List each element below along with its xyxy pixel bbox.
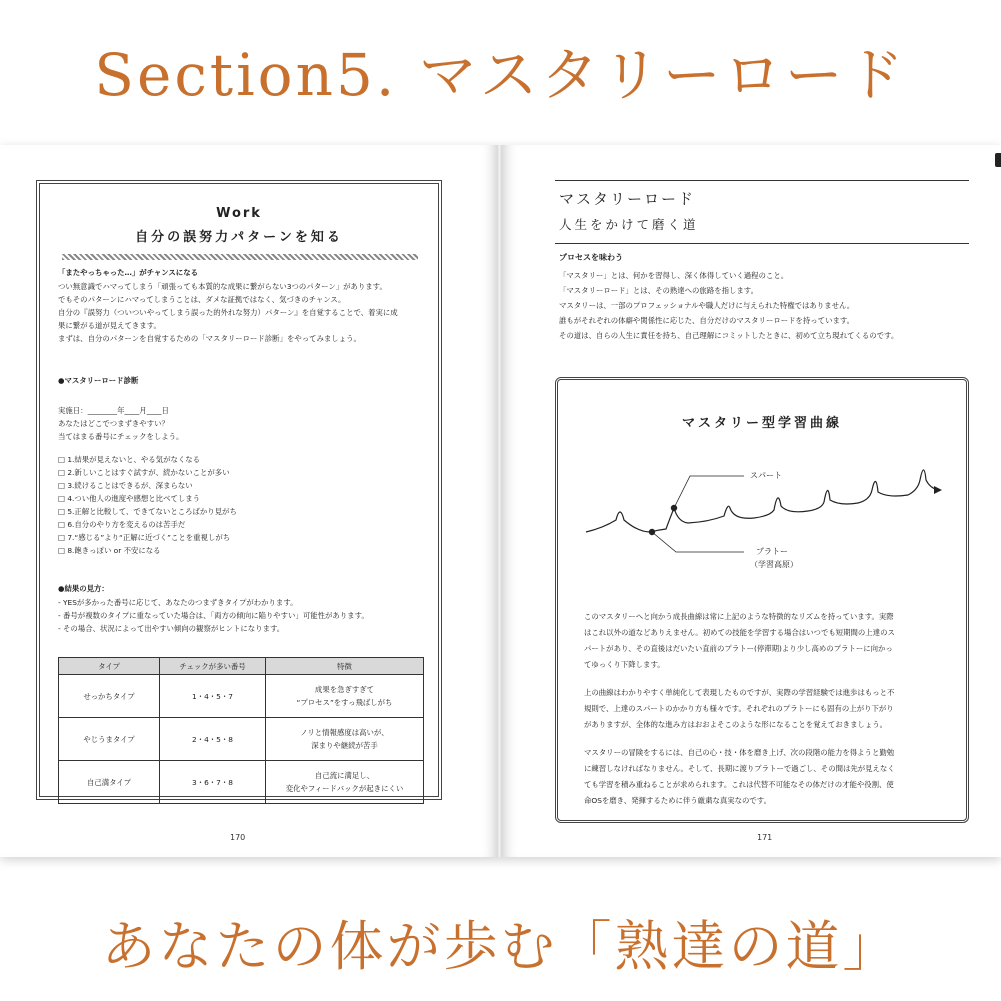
plateau-label: プラトー [756,547,788,556]
plateau-leader-line [652,532,744,552]
checklist-item[interactable]: □ 8.飽きっぽい or 不安になる [58,546,161,555]
table-row [59,718,424,761]
graph-text-line: ても学習を積み重ねることが求められます。これは代替不可能なその体だけの才能や役割、使 [584,780,894,789]
results-line: - YESが多かった番号に応じて、あなたのつまずきタイプがわかります。 [58,598,298,607]
page-number: 170 [230,833,246,842]
section-heading: Section5. マスタリーロード [94,41,907,109]
table-header-row [59,658,424,675]
left-page [0,145,498,857]
learning-curve-box [555,377,969,823]
table-header: タイプ [59,658,160,675]
body-line: 誰もがそれぞれの体癖や関係性に応じた、自分だけのマスタリーロードを持っています。 [559,316,855,325]
spurt-leader-line [674,476,744,508]
feature-line: 成果を急ぎすぎて [314,685,375,694]
type-cell: やじうまタイプ [59,718,160,761]
question-line: あなたはどこでつまずきやすい？ [58,419,169,428]
graph-text-line: 命OSを磨き、発揮するために伴う厳粛な真実なのです。 [584,796,771,805]
checklist-item[interactable]: □ 4.つい他人の進度や感想と比べてしまう [58,494,201,503]
graph-text-line: このマスタリーへと向かう成長曲線は常に上記のような特徴的なリズムを持っています。実際 [584,612,894,621]
tagline-heading: あなたの体が歩む「熟達の道」 [101,915,900,978]
work-label: Work [216,206,262,221]
right-page [501,145,1001,857]
graph-text-line: てゆっくり下降します。 [584,660,665,669]
graph-title: マスタリー型学習曲線 [681,416,842,431]
plateau-label-sub: （学習高原） [750,560,798,569]
checklist-item[interactable]: □ 7.“感じる”より“正解に近づく”ことを重視しがち [58,533,231,542]
title-rule [555,243,969,244]
graph-text-line: パートがあり、その直後はだいたい直前のプラトー(停滞期)より少し高めのプラトーに向かっ [584,644,893,653]
page-title: マスタリーロード [559,190,696,208]
graph-text-line: マスタリーの冒険をするには、自己の心・技・体を磨き上げ、次の段階の能力を得ようと勤勉 [584,748,895,757]
intro-line: まずは、自分のパターンを自覚するための「マスタリーロード診断」をやってみましょう。 [58,334,361,343]
results-line: - その場合、状況によって出やすい傾向の観察がヒントになります。 [58,624,285,633]
decorative-divider [62,254,418,260]
date-line: 実施日：________年____月____日 [58,406,169,415]
book-spread [0,145,1001,857]
page-tab [995,153,1001,167]
checklist-item[interactable]: □ 3.続けることはできるが、深まらない [58,481,193,490]
spurt-label: スパート [750,471,782,480]
page-number: 171 [757,833,773,842]
intro-heading: 「またやっちゃった…」がチャンスになる [58,268,198,277]
graph-text-line: 上の曲線はわかりやすく単純化して表現したものですが、実際の学習経験では進歩はもっと不 [584,688,895,697]
type-table [58,657,424,804]
body-line: 「マスタリーロード」とは、その熟達への旅路を指します。 [559,286,758,295]
spurt-marker [671,505,677,511]
checklist-item[interactable]: □ 2.新しいことはすぐ試すが、続かないことが多い [58,468,230,477]
feature-line: 自己流に満足し、 [314,771,375,780]
type-cell: 自己満タイプ [59,761,160,804]
feature-cell [266,718,424,761]
numbers-cell: 3・6・7・8 [160,761,266,804]
body-line: マスタリーは、一部のプロフェッショナルや職人だけに与えられた特権ではありません。 [559,301,855,310]
table-header: チェックが多い番号 [160,658,266,675]
feature-line: 深まりや継続が苦手 [311,741,378,750]
body-line: その道は、自らの人生に責任を持ち、自己理解にコミットしたときに、初めて立ち現れてくるのです。 [559,331,899,340]
feature-cell [266,675,424,718]
work-box [36,180,442,800]
intro-line: 果に繋がる道が見えてきます。 [58,321,161,330]
question-line: 当てはまる番号にチェックをしよう。 [58,432,184,441]
intro-line: つい無意識でハマってしまう「頑張っても本質的な成果に繋がらない3つのパターン」があります。 [58,282,387,291]
numbers-cell: 1・4・5・7 [160,675,266,718]
checklist-item[interactable]: □ 5.正解と比較して、できてないところばかり見がち [58,507,237,516]
feature-line: 変化やフィードバックが起きにくい [285,784,404,793]
body-line: 「マスタリー」とは、何かを習得し、深く体得していく過程のこと。 [559,271,789,280]
numbers-cell: 2・4・5・8 [160,718,266,761]
graph-text-line: に練習しなければなりません。そして、長期に渡りプラトーで過ごし、その間は先が見えなく [584,764,895,773]
type-cell: せっかちタイプ [59,675,160,718]
results-line: - 番号が複数のタイプに重なっていた場合は、「両方の傾向に陥りやすい」可能性があります。 [58,611,369,620]
checklist-item[interactable]: □ 6.自分のやり方を変えるのは苦手だ [58,520,186,529]
feature-cell [266,761,424,804]
table-row [59,675,424,718]
table-row [59,761,424,804]
feature-line: “プロセス”をすっ飛ばしがち [296,698,393,707]
diagnosis-heading: ●マスタリーロード診断 [58,376,139,385]
results-heading: ●結果の見方： [58,584,109,593]
intro-line: でもそのパターンにハマってしまうことは、ダメな証拠ではなく、気づきのチャンス。 [58,295,346,304]
work-title: 自分の誤努力パターンを知る [135,230,343,245]
section-subheading: プロセスを味わう [559,253,623,262]
top-rule [555,180,969,181]
checklist-item[interactable]: □ 1.結果が見えないと、やる気がなくなる [58,455,201,464]
feature-line: ノリと情報感度は高いが、 [300,728,389,737]
graph-text-line: がありますが、全体的な進み方はおおよそこのような形になることを覚えておきましょう。 [584,720,888,729]
page-subtitle: 人生をかけて磨く道 [559,217,699,232]
table-header: 特徴 [266,658,424,675]
curve-arrowhead [934,486,942,494]
graph-text-line: 規則で、上達のスパートのかかり方も様々です。それぞれのプラトーにも固有の上がり下がり [584,704,894,713]
learning-curve-diagram [558,380,966,610]
intro-line: 自分の『誤努力（ついついやってしまう誤った的外れな努力）パターン』を自覚することで、着実に成 [58,308,398,317]
graph-text-line: はこれ以外の道などありえません。初めての技能を学習する場合はいつでも短期間の上達のス [584,628,895,637]
